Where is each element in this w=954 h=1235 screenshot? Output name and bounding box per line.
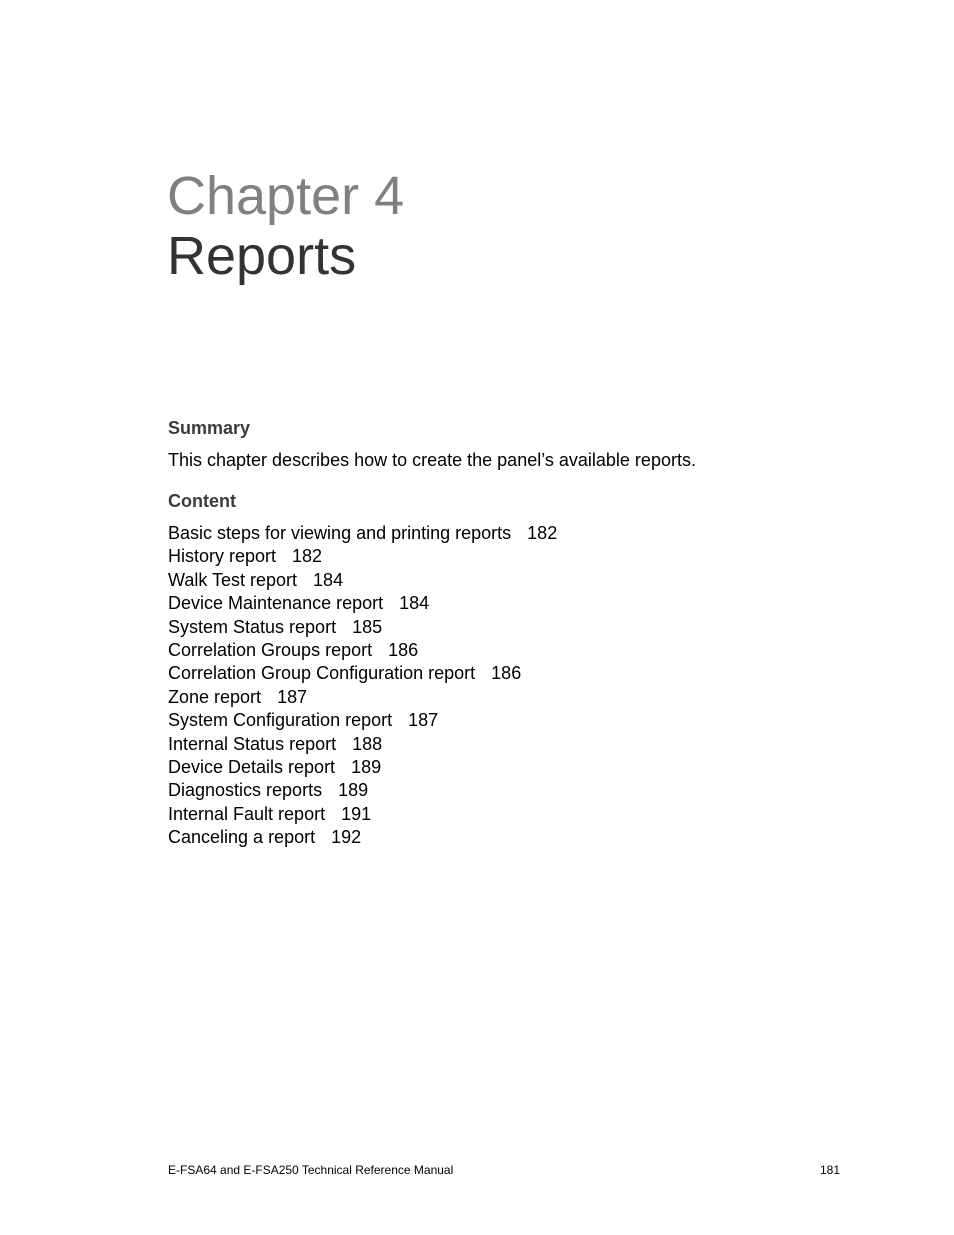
toc-item[interactable] (168, 779, 557, 802)
content-heading: Content (168, 491, 236, 511)
toc-item-label: Walk Test report (168, 569, 298, 590)
toc-item[interactable] (168, 686, 557, 709)
toc-item[interactable] (168, 592, 557, 615)
summary-heading: Summary (168, 418, 251, 438)
toc-item-label: Correlation Group Configuration report (168, 663, 476, 684)
toc-item-label: Diagnostics reports (168, 780, 323, 801)
summary-text: This chapter describes how to create the panel’s available reports. (168, 450, 696, 470)
footer-manual-title: E-FSA64 and E-FSA250 Technical Reference Manual (168, 1163, 454, 1177)
chapter-title: Reports (167, 226, 357, 286)
toc-item-page: 182 (292, 546, 323, 567)
toc-item[interactable] (168, 709, 557, 732)
toc-item-page: 185 (352, 616, 383, 637)
toc-item-label: Internal Status report (168, 733, 337, 754)
chapter-number: Chapter 4 (167, 166, 405, 226)
toc-item-page: 186 (388, 640, 419, 661)
toc-item[interactable] (168, 569, 557, 592)
toc-item-page: 186 (491, 663, 522, 684)
toc-item-page: 192 (331, 827, 362, 848)
toc-item-page: 187 (408, 710, 439, 731)
toc-item[interactable] (168, 826, 557, 849)
toc-item-label: Device Maintenance report (168, 593, 384, 614)
toc-item-page: 187 (277, 686, 308, 707)
toc-item-label: Basic steps for viewing and printing reports (168, 523, 512, 543)
toc-item[interactable] (168, 616, 557, 639)
toc-item-label: Internal Fault report (168, 803, 326, 824)
toc-item-label: Device Details report (168, 757, 336, 778)
footer-page-number: 181 (819, 1163, 840, 1177)
toc-item-label: Canceling a report (168, 827, 316, 848)
toc-item[interactable] (168, 545, 557, 568)
toc-item-page: 182 (527, 523, 558, 543)
toc-item-label: System Status report (168, 616, 337, 637)
toc-item-page: 189 (338, 780, 369, 801)
toc-item-page: 189 (351, 757, 382, 778)
toc-item[interactable] (168, 803, 557, 826)
toc-item[interactable] (168, 639, 557, 662)
toc-item[interactable] (168, 733, 557, 756)
toc-item[interactable] (168, 662, 557, 685)
toc-item-label: Zone report (168, 686, 262, 707)
toc-item-label: System Configuration report (168, 710, 393, 731)
toc-item-page: 184 (313, 569, 344, 590)
toc-item-page: 188 (352, 733, 383, 754)
toc-item-label: Correlation Groups report (168, 640, 373, 661)
toc-item-label: History report (168, 546, 277, 567)
toc-item[interactable] (168, 756, 557, 779)
toc-item-page: 191 (341, 803, 372, 824)
toc-item-page: 184 (399, 593, 430, 614)
table-of-contents (168, 522, 557, 850)
toc-item[interactable] (168, 522, 557, 545)
